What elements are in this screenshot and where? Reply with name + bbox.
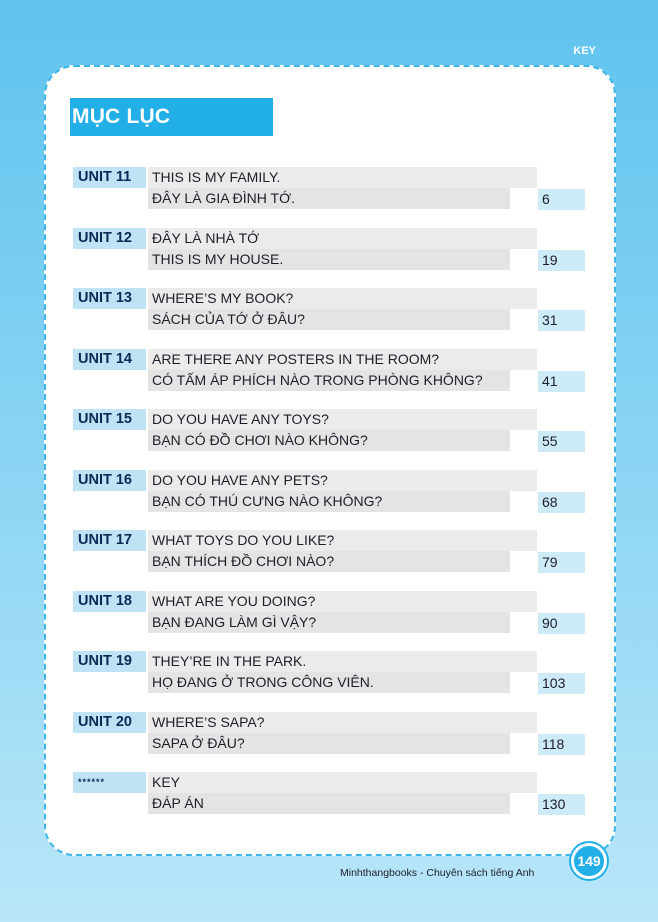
entry-title-english: DO YOU HAVE ANY PETS? bbox=[148, 470, 537, 491]
entry-page-number: 19 bbox=[538, 250, 585, 271]
toc-entry-unit-19[interactable] bbox=[73, 651, 585, 693]
entry-page-number: 31 bbox=[538, 310, 585, 331]
toc-list bbox=[73, 167, 585, 833]
unit-label: UNIT 13 bbox=[73, 288, 146, 309]
entry-title-vietnamese: ĐÂY LÀ GIA ĐÌNH TỚ. bbox=[148, 188, 510, 209]
entry-title-english: WHERE’S MY BOOK? bbox=[148, 288, 537, 309]
entry-page-number: 118 bbox=[538, 734, 585, 755]
unit-label: UNIT 18 bbox=[73, 591, 146, 612]
publisher-footer: Minhthangbooks - Chuyên sách tiếng Anh bbox=[340, 867, 535, 879]
unit-label: UNIT 11 bbox=[73, 167, 146, 188]
entry-page-number: 79 bbox=[538, 552, 585, 573]
entry-page-number: 130 bbox=[538, 794, 585, 815]
entry-title-english: WHERE’S SAPA? bbox=[148, 712, 537, 733]
entry-title-vietnamese: BẠN THÍCH ĐỒ CHƠI NÀO? bbox=[148, 551, 510, 572]
entry-title-vietnamese: SÁCH CỦA TỚ Ở ĐÂU? bbox=[148, 309, 510, 330]
toc-entry-unit-11[interactable] bbox=[73, 167, 585, 209]
unit-label: UNIT 12 bbox=[73, 228, 146, 249]
entry-page-number: 90 bbox=[538, 613, 585, 634]
entry-title-vietnamese: BẠN CÓ ĐỒ CHƠI NÀO KHÔNG? bbox=[148, 430, 510, 451]
page-number-badge: 149 bbox=[571, 843, 607, 879]
unit-label: UNIT 17 bbox=[73, 530, 146, 551]
entry-title-vietnamese: CÓ TẤM ÁP PHÍCH NÀO TRONG PHÒNG KHÔNG? bbox=[148, 370, 510, 391]
entry-title-english: THEY’RE IN THE PARK. bbox=[148, 651, 537, 672]
entry-title-vietnamese: HỌ ĐANG Ở TRONG CÔNG VIÊN. bbox=[148, 672, 510, 693]
unit-label: UNIT 14 bbox=[73, 349, 146, 370]
entry-title-english: KEY bbox=[148, 772, 537, 793]
entry-title-vietnamese: BẠN CÓ THÚ CƯNG NÀO KHÔNG? bbox=[148, 491, 510, 512]
entry-title-english: THIS IS MY HOUSE. bbox=[148, 249, 510, 270]
corner-key-label: KEY bbox=[573, 45, 596, 57]
entry-title-vietnamese: BẠN ĐANG LÀM GÌ VẬY? bbox=[148, 612, 510, 633]
toc-entry-unit-14[interactable] bbox=[73, 349, 585, 391]
entry-title-english: THIS IS MY FAMILY. bbox=[148, 167, 537, 188]
unit-label: UNIT 15 bbox=[73, 409, 146, 430]
entry-title-vietnamese: ĐÁP ÁN bbox=[148, 793, 510, 814]
toc-entry-unit-15[interactable] bbox=[73, 409, 585, 451]
entry-page-number: 6 bbox=[538, 189, 585, 210]
entry-title-vietnamese: ĐÂY LÀ NHÀ TỚ bbox=[148, 228, 537, 249]
unit-label: ****** bbox=[73, 772, 146, 793]
unit-label: UNIT 19 bbox=[73, 651, 146, 672]
entry-title-english: ARE THERE ANY POSTERS IN THE ROOM? bbox=[148, 349, 537, 370]
unit-label: UNIT 16 bbox=[73, 470, 146, 491]
toc-entry-unit-12[interactable] bbox=[73, 228, 585, 270]
entry-title-english: WHAT TOYS DO YOU LIKE? bbox=[148, 530, 537, 551]
entry-page-number: 55 bbox=[538, 431, 585, 452]
entry-page-number: 41 bbox=[538, 371, 585, 392]
toc-entry-unit-13[interactable] bbox=[73, 288, 585, 330]
entry-page-number: 103 bbox=[538, 673, 585, 694]
entry-title-english: DO YOU HAVE ANY TOYS? bbox=[148, 409, 537, 430]
entry-title-vietnamese: SAPA Ở ĐÂU? bbox=[148, 733, 510, 754]
toc-entry-unit-17[interactable] bbox=[73, 530, 585, 572]
unit-label: UNIT 20 bbox=[73, 712, 146, 733]
toc-entry-unit-16[interactable] bbox=[73, 470, 585, 512]
entry-title-english: WHAT ARE YOU DOING? bbox=[148, 591, 537, 612]
toc-entry-key[interactable] bbox=[73, 772, 585, 814]
toc-entry-unit-18[interactable] bbox=[73, 591, 585, 633]
entry-page-number: 68 bbox=[538, 492, 585, 513]
toc-title: MỤC LỤC bbox=[72, 105, 171, 128]
toc-entry-unit-20[interactable] bbox=[73, 712, 585, 754]
